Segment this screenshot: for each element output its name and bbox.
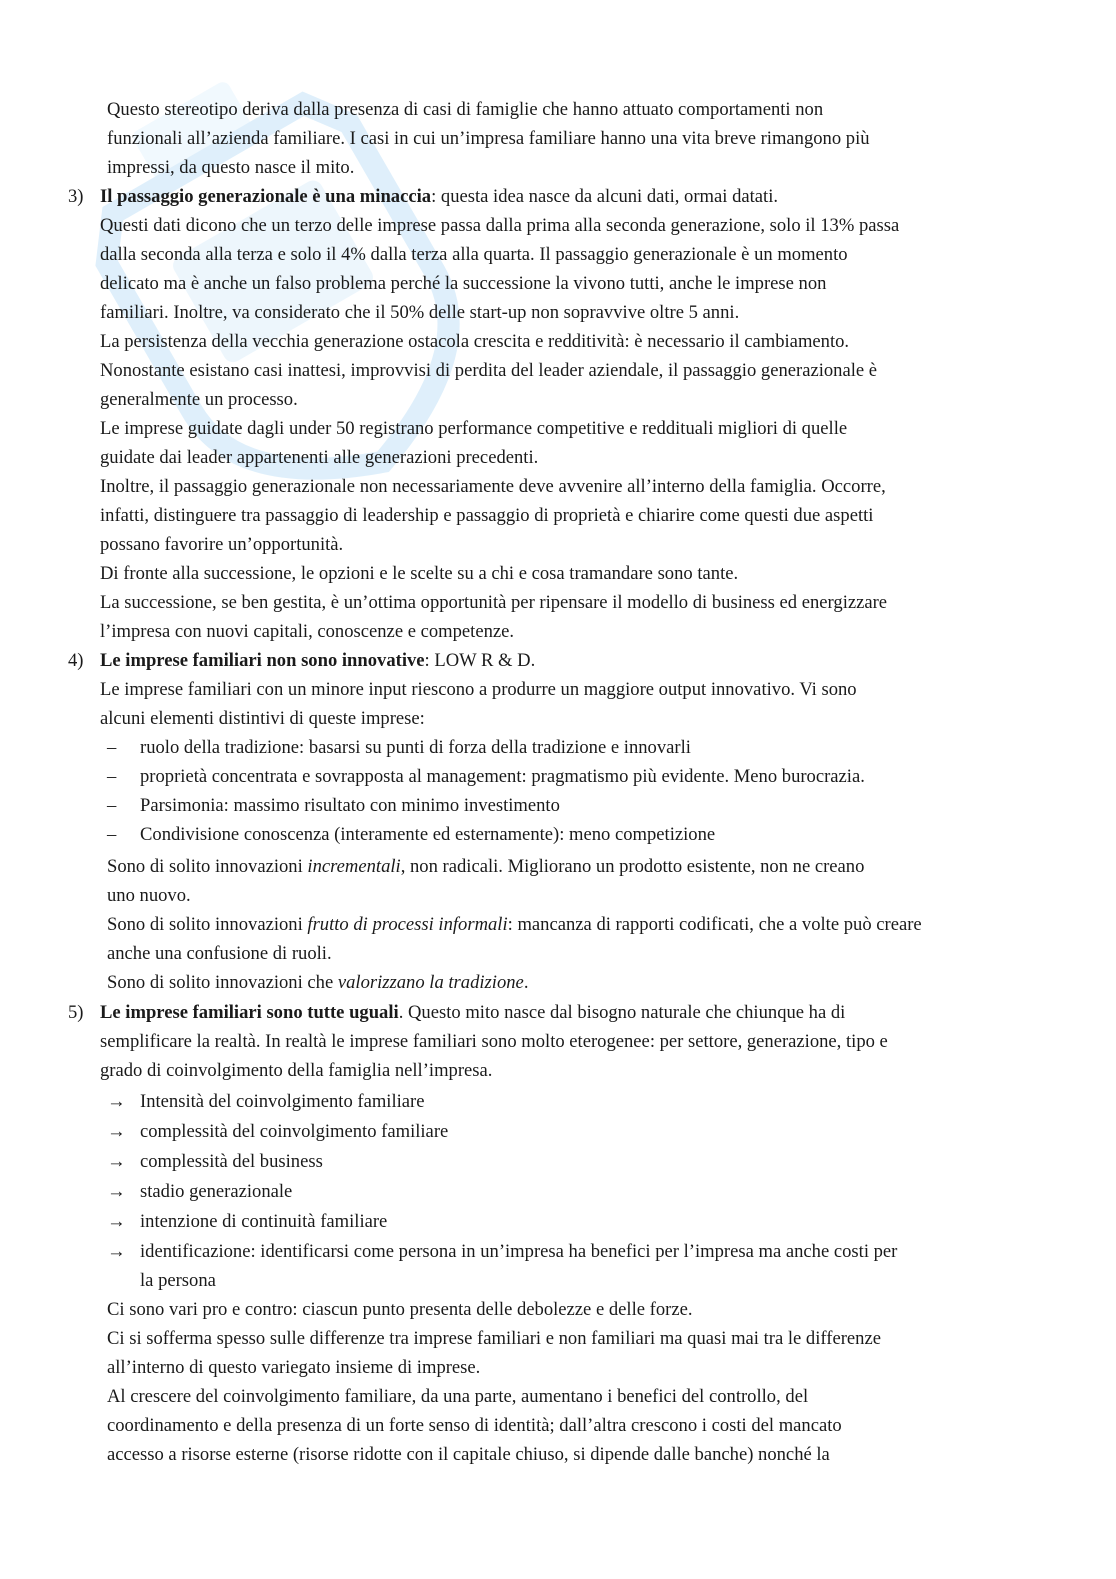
text-run: Sono di solito innovazioni che [107,972,338,993]
item-5-line: coordinamento e della presenza di un forte senso di identità; dall’altra crescono i costi del mancato [107,1415,842,1436]
dash-bullet: – [107,795,117,816]
item-4-line: alcuni elementi distintivi di queste imprese: [100,708,425,729]
text-run: Sono di solito innovazioni [107,856,308,877]
item-5-line: Ci si sofferma spesso sulle differenze tra imprese familiari e non familiari ma quasi mai tra le differenze [107,1328,881,1349]
item-4-number: 4) [68,650,84,671]
text-run: Sono di solito innovazioni [107,914,308,935]
item-3-line: Di fronte alla successione, le opzioni e le scelte su a chi e cosa tramandare sono tante. [100,563,739,584]
item-3-title-rest: : questa idea nasce da alcuni dati, ormai datati. [431,186,779,207]
item-5-title: Le imprese familiari sono tutte uguali [100,1002,399,1023]
arrow-bullet-icon: → [107,1241,126,1262]
item-3-line: Questi dati dicono che un terzo delle imprese passa dalla prima alla seconda generazione, solo il 13% passa [100,215,900,236]
item-4-title: Le imprese familiari non sono innovative [100,650,425,671]
item-3-line: dalla seconda alla terza e solo il 4% dalla terza alla quarta. Il passaggio generazionale è un momento [100,244,848,265]
list-item: Condivisione conoscenza (interamente ed esternamente): meno competizione [140,824,716,845]
list-item: ruolo della tradizione: basarsi su punti di forza della tradizione e innovarli [140,737,691,758]
item-4-line: Le imprese familiari con un minore input riescono a produrre un maggiore output innovativo. Vi sono [100,679,857,700]
item-3-heading [100,186,778,208]
item-4-heading [100,650,535,672]
intro-line: Questo stereotipo deriva dalla presenza di casi di famiglie che hanno attuato comportamenti non [107,99,824,120]
list-item: Intensità del coinvolgimento familiare [140,1091,425,1112]
arrow-bullet-icon: → [107,1181,126,1202]
arrow-bullet-icon: → [107,1211,126,1232]
italic-run: valorizzano la tradizione [337,972,524,993]
item-4-sentence [107,972,528,994]
item-3-line: guidate dai leader appartenenti alle generazioni precedenti. [100,447,539,468]
list-item: Parsimonia: massimo risultato con minimo investimento [140,795,560,816]
item-3-title: Il passaggio generazionale è una minaccia [100,186,432,207]
dash-bullet: – [107,766,117,787]
item-3-line: Nonostante esistano casi inattesi, improvvisi di perdita del leader aziendale, il passaggio generazionale è [100,360,878,381]
text-run: : mancanza di rapporti codificati, che a volte può creare [507,914,922,935]
list-item: complessità del business [140,1151,323,1172]
item-3-line: delicato ma è anche un falso problema perché la successione la vivono tutti, anche le imprese non [100,273,827,294]
list-item-continuation: la persona [140,1270,216,1291]
dash-bullet: – [107,824,117,845]
italic-run: frutto di processi informali [307,914,508,935]
intro-line: impressi, da questo nasce il mito. [107,157,355,178]
item-3-line: possano favorire un’opportunità. [100,534,344,555]
italic-run: incrementali [307,856,401,877]
item-3-line: infatti, distinguere tra passaggio di leadership e passaggio di proprietà e chiarire come questi due aspetti [100,505,874,526]
item-3-line: Le imprese guidate dagli under 50 registrano performance competitive e reddituali migliori di quelle [100,418,848,439]
item-4-sentence [107,856,864,878]
item-3-line: familiari. Inoltre, va considerato che il 50% delle start-up non sopravvive oltre 5 anni. [100,302,740,323]
list-item: identificazione: identificarsi come persona in un’impresa ha benefici per l’impresa ma anche costi per [140,1241,898,1262]
item-4-sentence [107,914,922,936]
item-3-line: La successione, se ben gestita, è un’ottima opportunità per ripensare il modello di business ed energizzare [100,592,888,613]
item-5-title-rest: . Questo mito nasce dal bisogno naturale che chiunque ha di [398,1002,846,1023]
item-5-line: all’interno di questo variegato insieme di imprese. [107,1357,481,1378]
text-run: , non radicali. Migliorano un prodotto esistente, non ne creano [400,856,865,877]
item-4-line: uno nuovo. [107,885,191,906]
item-5-line: Ci sono vari pro e contro: ciascun punto presenta delle debolezze e delle forze. [107,1299,693,1320]
list-item: proprietà concentrata e sovrapposta al management: pragmatismo più evidente. Meno burocrazia. [140,766,865,787]
item-5-line: accesso a risorse esterne (risorse ridotte con il capitale chiuso, si dipende dalle banche) nonché la [107,1444,830,1465]
text-run: . [523,972,529,993]
dash-bullet: – [107,737,117,758]
intro-line: funzionali all’azienda familiare. I casi in cui un’impresa familiare hanno una vita breve rimangono più [107,128,870,149]
item-5-number: 5) [68,1002,84,1023]
arrow-bullet-icon: → [107,1121,126,1142]
item-3-line: generalmente un processo. [100,389,298,410]
item-4-line: anche una confusione di ruoli. [107,943,332,964]
item-4-title-rest: : LOW R & D. [424,650,536,671]
item-3-line: La persistenza della vecchia generazione ostacola crescita e redditività: è necessario il cambiamento. [100,331,850,352]
item-3-line: Inoltre, il passaggio generazionale non necessariamente deve avvenire all’interno della famiglia. Occorre, [100,476,886,497]
item-3-number: 3) [68,186,84,207]
list-item: complessità del coinvolgimento familiare [140,1121,449,1142]
list-item: intenzione di continuità familiare [140,1211,388,1232]
item-3-line: l’impresa con nuovi capitali, conoscenze e competenze. [100,621,515,642]
arrow-bullet-icon: → [107,1151,126,1172]
item-5-heading [100,1002,845,1024]
arrow-bullet-icon: → [107,1091,126,1112]
list-item: stadio generazionale [140,1181,293,1202]
item-5-line: semplificare la realtà. In realtà le imprese familiari sono molto eterogenee: per settore, generazione, tipo e [100,1031,888,1052]
item-5-line: grado di coinvolgimento della famiglia nell’impresa. [100,1060,493,1081]
item-5-line: Al crescere del coinvolgimento familiare, da una parte, aumentano i benefici del controllo, del [107,1386,809,1407]
